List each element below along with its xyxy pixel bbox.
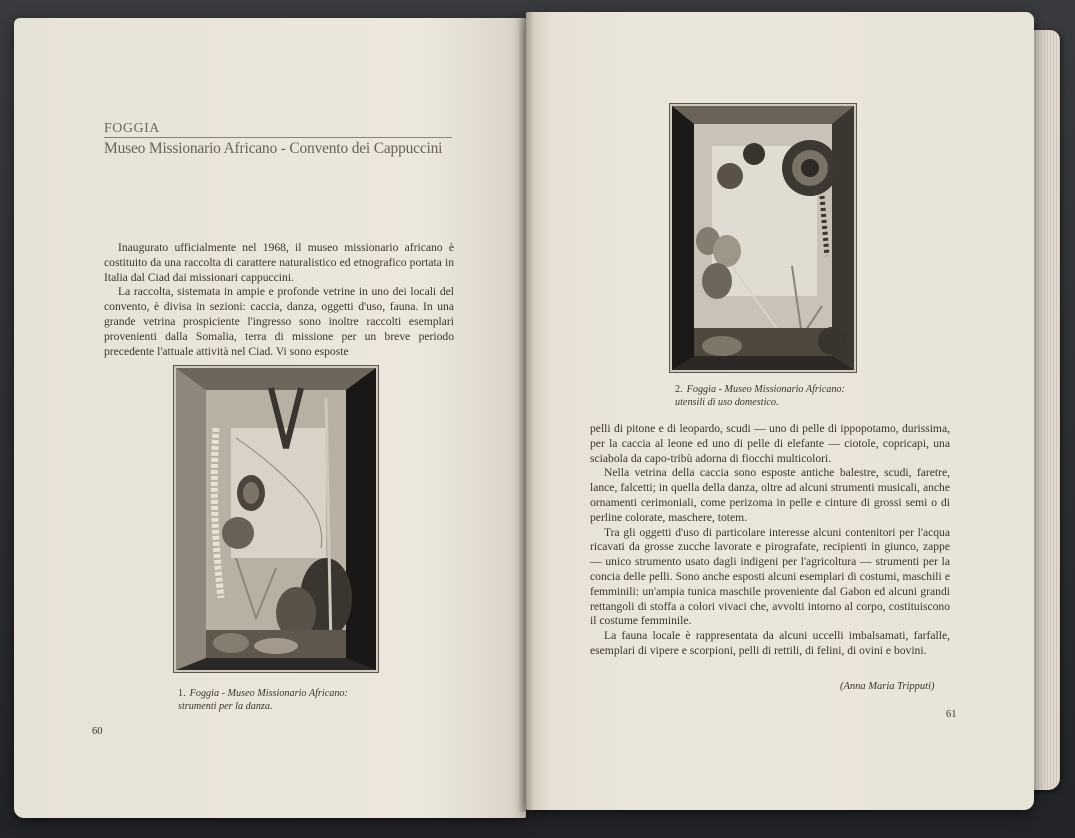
left-body-text bbox=[104, 241, 454, 359]
header-divider bbox=[104, 137, 452, 138]
figure-1-photo bbox=[174, 366, 378, 672]
figure-1-caption-text: Foggia - Museo Missionario Africano: strumenti per la danza. bbox=[178, 688, 348, 712]
figure-1-caption bbox=[178, 687, 378, 713]
figure-2-caption-text: Foggia - Museo Missionario Africano: utensili di uso domestico. bbox=[675, 384, 845, 408]
figure-1-number: 1. bbox=[178, 688, 186, 699]
right-body-text bbox=[590, 422, 950, 659]
figure-2-photo bbox=[670, 104, 856, 372]
header-city: FOGGIA bbox=[104, 121, 160, 136]
header-title: Museo Missionario Africano - Convento dei Cappuccini bbox=[104, 140, 443, 157]
book-gutter bbox=[518, 12, 534, 812]
author-credit: (Anna Maria Tripputi) bbox=[840, 681, 935, 692]
page-number-left: 60 bbox=[92, 726, 103, 737]
right-paragraph-3: Tra gli oggetti d'uso di particolare interesse alcuni contenitori per l'acqua ricavati da grosse zucche lavorate e pirografate, recipienti in giunco, zappe — unico strumento usato dagli indigeni per l'agricoltura — strumenti per la concia delle pelli. Sono anche esposti alcuni esemplari di costumi, maschili e femminili: un'ampia tunica maschile proveniente dal Gabon ed alcuni grandi rettangoli di stoffa a colori vivaci che, avvolti intorno al corpo, costituiscono il costume femminile. bbox=[590, 525, 950, 628]
right-paragraph-2: Nella vetrina della caccia sono esposte antiche balestre, scudi, faretre, lance, falcetti; in quella della danza, oltre ad alcuni strumenti musicali, anche ornamenti cerimoniali, come perizoma in pelle e cinture di grossi semi o di perline colorate, maschere, totem. bbox=[590, 466, 950, 524]
figure-2-number: 2. bbox=[675, 384, 683, 395]
left-paragraph-2: La raccolta, sistemata in ampie e profonde vetrine in uno dei locali del convento, è divisa in sezioni: caccia, danza, oggetti d'uso, fauna. In una grande vetrina prospiciente l'ingresso sono inoltre raccolti esemplari provenienti dalla Somalia, terra di missione per un breve periodo precedente l'attuale attività nel Ciad. Vi sono esposte bbox=[104, 285, 454, 358]
book-page-edges bbox=[1030, 30, 1060, 790]
right-paragraph-1: pelli di pitone e di leopardo, scudi — uno di pelle di ippopotamo, durissima, per la caccia al leone ed uno di pelle di elefante — ciotole, copricapi, una sciabola da capo-tribù adorna di fiocchi multicolori. bbox=[590, 422, 950, 465]
left-paragraph-1: Inaugurato ufficialmente nel 1968, il museo missionario africano è costituito da una raccolta di carattere naturalistico ed etnografico portata in Italia dal Ciad dai missionari cappuccini. bbox=[104, 241, 454, 284]
page-number-right: 61 bbox=[946, 709, 957, 720]
figure-2-caption bbox=[675, 383, 875, 409]
right-paragraph-4: La fauna locale è rappresentata da alcuni uccelli imbalsamati, farfalle, esemplari di vipere e scorpioni, pelli di rettili, di felini, di ovini e bovini. bbox=[590, 629, 950, 657]
